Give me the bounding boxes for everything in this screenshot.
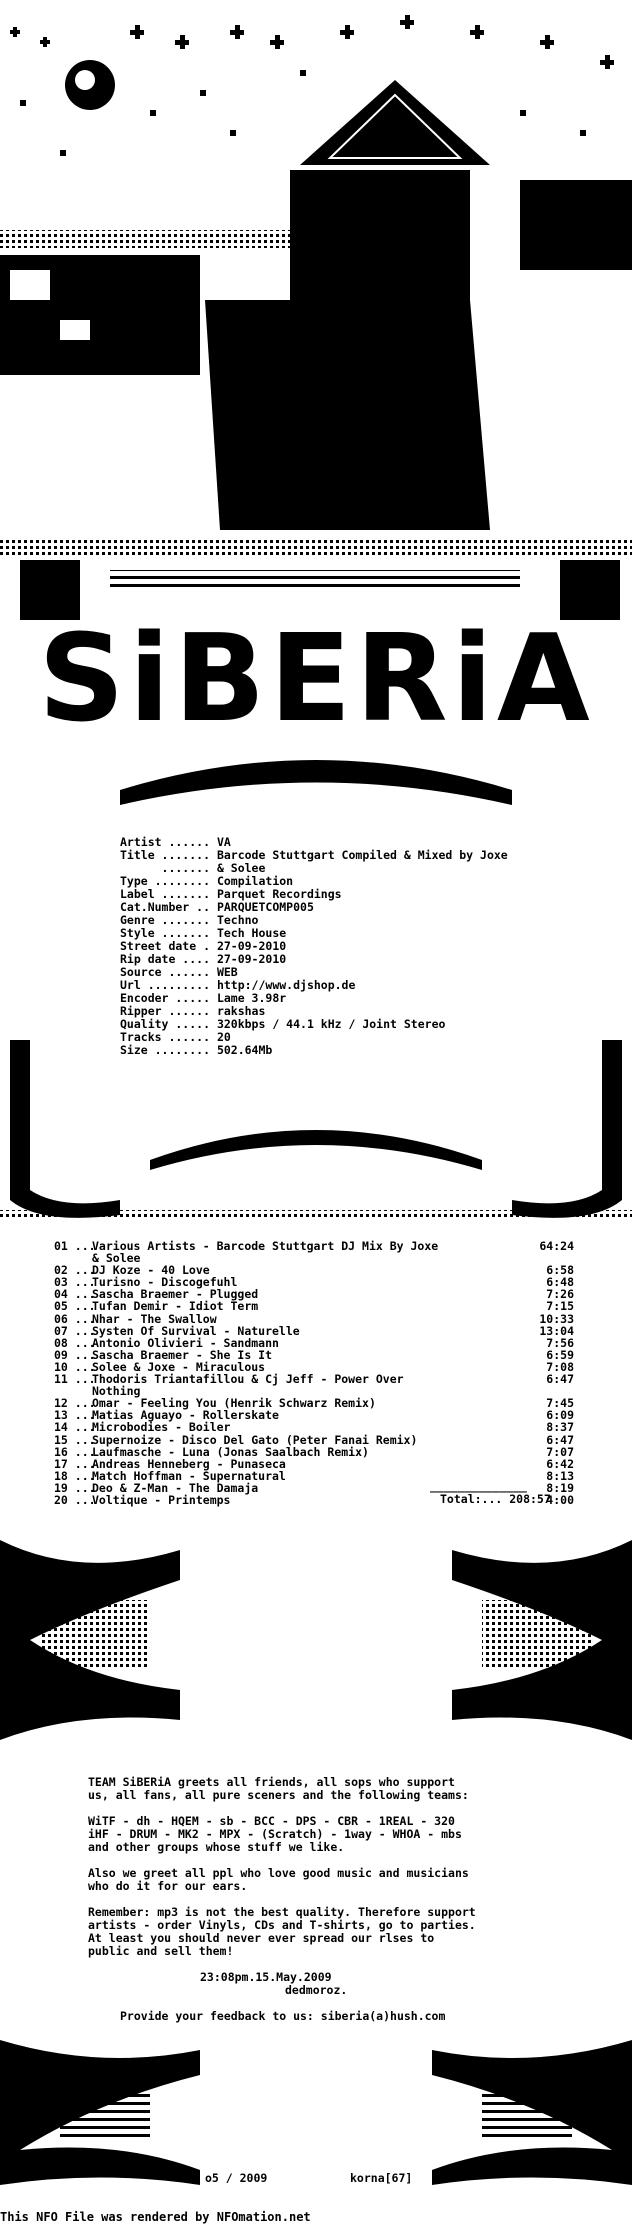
track-title: Deo & Z-Man - The Damaja [92, 1480, 259, 1495]
track-length: 64:24 [539, 1239, 574, 1253]
track-title: Voltique - Printemps [92, 1492, 231, 1507]
track-title: Omar - Feeling You (Henrik Schwarz Remix) [92, 1396, 376, 1411]
track-title: Nhar - The Swallow [92, 1311, 217, 1326]
track-length: 7:56 [546, 1335, 574, 1350]
track-length: 6:47 [546, 1432, 574, 1447]
release-field-value: WEB [216, 965, 238, 979]
track-title: Andreas Henneberg - Punaseca [92, 1456, 286, 1471]
greets-author: dedmoroz. [285, 1983, 348, 1997]
track-title: Thodoris Triantafillou & Cj Jeff - Power Over [92, 1372, 404, 1387]
release-field-value: rakshas [216, 1004, 266, 1018]
track-length: 7:08 [546, 1359, 574, 1374]
greets-teams: WiTF - dh - HQEM - sb - BCC - DPS - CBR - 1REAL - 320 iHF - DRUM - MK2 - MPX - (Scratch) - 1way - WHOA - mbs and other groups whose stuff we like. [88, 1814, 462, 1854]
logo-bottom-ornament [120, 760, 512, 805]
turntable-box-illustration [205, 170, 632, 530]
release-field-key: Encoder ..... [120, 991, 217, 1005]
release-field-value: Tech House [216, 926, 287, 940]
track-length: 13:04 [539, 1323, 574, 1338]
release-field-value: 27-09-2010 [216, 952, 287, 966]
release-field-key: Cat.Number .. [120, 900, 217, 914]
release-field-value: PARQUETCOMP005 [216, 900, 314, 914]
track-number: 05 ... [54, 1299, 96, 1314]
track-title: Supernoize - Disco Del Gato (Peter Fanai Remix) [92, 1432, 418, 1447]
credits-date: o5 / 2009 [205, 2171, 268, 2185]
track-row [54, 1313, 574, 1325]
track-length: 6:09 [546, 1408, 574, 1423]
release-field-key: Street date . [120, 939, 217, 953]
release-field-key: Type ........ [120, 874, 217, 888]
release-field-value: Barcode Stuttgart Compiled & Mixed by Joxe [216, 848, 508, 862]
siberia-logo [38, 610, 593, 749]
track-row [54, 1458, 574, 1470]
release-field-key: Source ...... [120, 965, 217, 979]
track-number: 10 ... [54, 1359, 96, 1374]
track-number: 09 ... [54, 1347, 96, 1362]
release-field-value: Parquet Recordings [216, 887, 342, 901]
feedback-line: Provide your feedback to us: siberia(a)hush.com [120, 2009, 446, 2023]
track-title-continuation: & Solee [92, 1251, 141, 1266]
release-info [120, 836, 508, 1057]
release-field-key: Rip date .... [120, 952, 217, 966]
tracklist [54, 1240, 574, 1506]
track-title: Systen Of Survival - Naturelle [92, 1323, 300, 1338]
release-field-key: Style ....... [120, 926, 217, 940]
track-number: 12 ... [54, 1396, 96, 1411]
release-field-key: Artist ...... [120, 835, 217, 849]
release-field-value: VA [216, 835, 231, 849]
track-number: 03 ... [54, 1275, 96, 1290]
track-title: Match Hoffman - Supernatural [92, 1468, 286, 1483]
header-ascii-art [0, 0, 632, 820]
track-title: Turisno - Discogefuhl [92, 1275, 238, 1290]
track-length: 10:33 [539, 1311, 574, 1326]
track-number: 20 ... [54, 1492, 96, 1507]
credits-artist: korna[67] [350, 2171, 413, 2185]
release-field-value: 20 [216, 1030, 231, 1044]
track-number: 18 ... [54, 1468, 96, 1483]
release-field-value: 320kbps / 44.1 kHz / Joint Stereo [216, 1017, 446, 1031]
greets-intro: TEAM SiBERiA greets all friends, all sops who support us, all fans, all pure sceners and the following teams: [88, 1775, 469, 1802]
svg-text:SiBERiA: SiBERiA [38, 610, 594, 749]
release-field-value: 502.64Mb [216, 1043, 273, 1057]
track-number: 01 ... [54, 1239, 96, 1253]
track-number: 14 ... [54, 1420, 96, 1435]
track-number: 11 ... [54, 1372, 96, 1387]
release-field-value: http://www.djshop.de [216, 978, 356, 992]
release-field-key: ....... [120, 861, 217, 875]
track-length: 8:19 [546, 1480, 574, 1495]
track-title: Sascha Braemer - Plugged [92, 1287, 259, 1302]
track-length: 7:07 [546, 1444, 574, 1459]
release-field-key: Label ....... [120, 887, 217, 901]
track-length: 6:48 [546, 1275, 574, 1290]
track-row [54, 1300, 574, 1312]
release-field-key: Title ....... [120, 848, 217, 862]
track-row [54, 1446, 574, 1458]
track-number: 06 ... [54, 1311, 96, 1326]
track-number: 17 ... [54, 1456, 96, 1471]
track-title-continuation: Nothing [92, 1384, 141, 1399]
track-title: Antonio Olivieri - Sandmann [92, 1335, 279, 1350]
track-title: Tufan Demir - Idiot Term [92, 1299, 259, 1314]
release-field-key: Url ......... [120, 978, 217, 992]
track-number: 19 ... [54, 1480, 96, 1495]
release-field-key: Ripper ...... [120, 1004, 217, 1018]
track-length: 6:42 [546, 1456, 574, 1471]
track-number: 07 ... [54, 1323, 96, 1338]
track-length: 6:59 [546, 1347, 574, 1362]
track-title: Matias Aguayo - Rollerskate [92, 1408, 279, 1423]
track-number: 02 ... [54, 1263, 96, 1278]
info-frame-ornament [0, 1040, 632, 1230]
track-row [54, 1421, 574, 1433]
track-length: 7:45 [546, 1396, 574, 1411]
track-title: Various Artists - Barcode Stuttgart DJ Mix By Joxe [92, 1239, 439, 1253]
bottom-ornament [0, 2030, 632, 2190]
release-field-value: 27-09-2010 [216, 939, 287, 953]
greets-remember: Remember: mp3 is not the best quality. Therefore support artists - order Vinyls, CDs and T-shirts, go to parties. At least you should never ever spread our rlses to public and sell them! [88, 1905, 476, 1958]
track-length: 6:58 [546, 1263, 574, 1278]
total-time: Total:... 208:57 [440, 1492, 551, 1506]
release-field-key: Quality ..... [120, 1017, 217, 1031]
ornament-row [0, 540, 632, 620]
release-field-value: & Solee [216, 861, 266, 875]
greets-ppl: Also we greet all ppl who love good music and musicians who do it for our ears. [88, 1866, 469, 1893]
track-length: 4:00 [546, 1492, 574, 1507]
track-title: Sascha Braemer - She Is It [92, 1347, 273, 1362]
track-number: 08 ... [54, 1335, 96, 1350]
track-number: 04 ... [54, 1287, 96, 1302]
release-field-value: Lame 3.98r [216, 991, 287, 1005]
track-number: 16 ... [54, 1444, 96, 1459]
track-title: Laufmasche - Luna (Jonas Saalbach Remix) [92, 1444, 369, 1459]
track-length: 8:37 [546, 1420, 574, 1435]
track-number: 13 ... [54, 1408, 96, 1423]
track-title: DJ Koze - 40 Love [92, 1263, 210, 1278]
track-length: 7:15 [546, 1299, 574, 1314]
track-number: 15 ... [54, 1432, 96, 1447]
render-footer: This NFO File was rendered by NFOmation.net [0, 2210, 311, 2224]
track-length: 7:26 [546, 1287, 574, 1302]
track-title: Microbodies - Boiler [92, 1420, 231, 1435]
greets-date: 23:08pm.15.May.2009 [200, 1970, 332, 1984]
release-field-value: Compilation [216, 874, 294, 888]
release-field-key: Tracks ...... [120, 1030, 217, 1044]
track-title: Solee & Joxe - Miraculous [92, 1359, 266, 1374]
track-row [54, 1325, 574, 1337]
release-field-value: Techno [216, 913, 259, 927]
release-field-key: Size ........ [120, 1043, 217, 1057]
track-length: 8:13 [546, 1468, 574, 1483]
total-line: ______________ [430, 1479, 527, 1493]
release-field-key: Genre ....... [120, 913, 217, 927]
middle-ornament [0, 1520, 632, 1750]
track-length: 6:47 [546, 1372, 574, 1387]
track-row [54, 1434, 574, 1446]
